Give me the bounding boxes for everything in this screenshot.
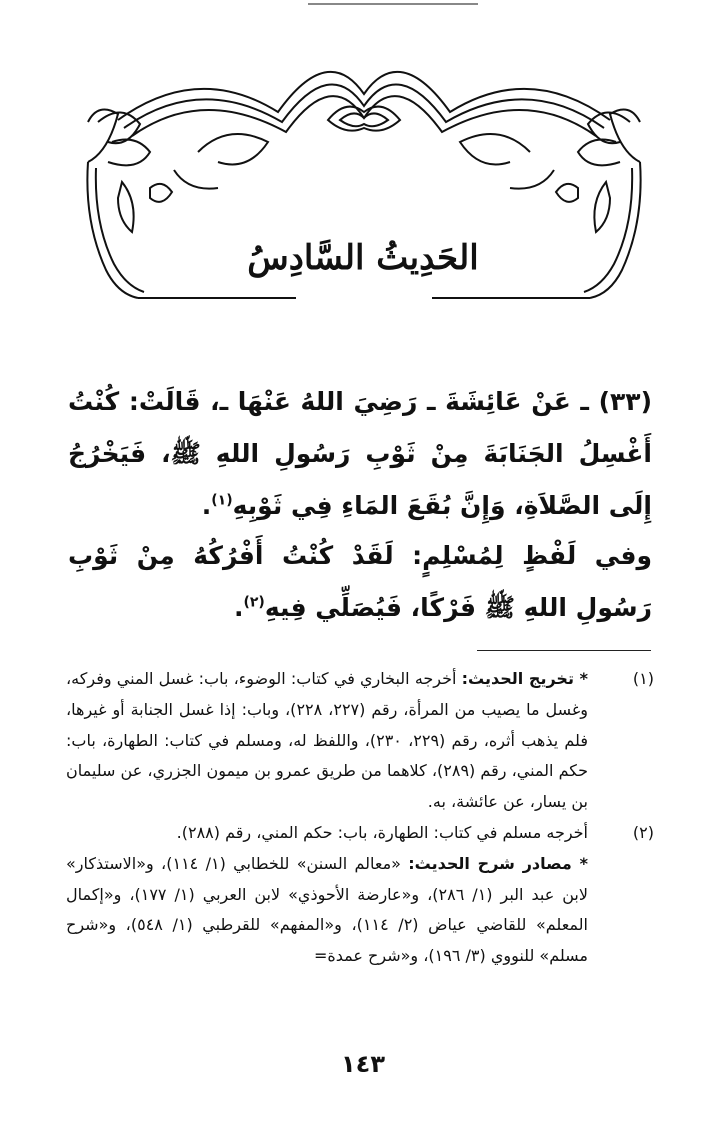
hadith-main-text: (٣٣) ـ عَنْ عَائِشَةَ ـ رَضِيَ اللهُ عَنْهَا ـ، قَالَتْ: كُنْتُ أَغْسِلُ الجَنَابَةَ مِنْ ثَوْبِ رَسُولِ اللهِ ﷺ، فَيَخْرُجُ إِلَى الصَّلاَةِ، وَإِنَّ بُقَعَ المَاءِ فِي ثَوْبِهِ — [68, 387, 652, 520]
footnote-text: أخرجه مسلم في كتاب: الطهارة، باب: حكم المني، رقم (٢٨٨). — [176, 822, 588, 842]
footnote-number: (١) — [632, 669, 654, 688]
footnote-separator — [477, 650, 651, 651]
sources-block — [66, 849, 654, 972]
footnote-ref-1: (١) — [211, 492, 233, 509]
hadith-main-end: . — [201, 491, 212, 520]
hadith-text — [68, 376, 652, 532]
footnote-label: * تخريج الحديث: — [461, 669, 588, 688]
footnote-number: (٢) — [632, 822, 654, 842]
footnote-item — [66, 818, 654, 849]
hadith-variant-end: . — [233, 593, 244, 622]
footnote-ref-2: (٢) — [243, 594, 265, 611]
footnote-text: أخرجه البخاري في كتاب: الوضوء، باب: غسل المني وفركه، وغسل ما يصيب من المرأة، رقم (٢٢٧، ٢٢٨)، وباب: إذا غسل الجنابة أو غيرها، فلم يذهب أثره، رقم (٢٢٩، ٢٣٠)، واللفظ له، ومسلم في كتاب: الطهارة، باب: حكم المني، رقم (٢٨٩)، كلاهما من طريق عمرو بن ميمون الجزري، عن سليمان بن يسار، عن عائشة، به. — [66, 669, 589, 812]
sources-text: «معالم السنن» للخطابي (١/ ١١٤)، و«الاستذكار» لابن عبد البر (١/ ٢٨٦)، و«عارضة الأحوذي» لابن العربي (١/ ١٧٧)، و«إكمال المعلم» للقاضي عياض (٢/ ١١٤)، و«المفهم» للقرطبي (١/ ٥٤٨)، و«شرح مسلم» للنووي (٣/ ١٩٦)، و«شرح عمدة= — [66, 853, 589, 966]
chapter-title: الحَدِيثُ السَّادِسُ — [247, 238, 479, 278]
sources-label: * مصادر شرح الحديث: — [408, 853, 588, 873]
hadith-variant-text — [68, 530, 652, 634]
footnotes — [66, 664, 654, 972]
page-number: ١٤٣ — [341, 1050, 385, 1078]
hadith-variant-body: وفي لَفْظٍ لِمُسْلِمٍ: لَقَدْ كُنْتُ أَفْرُكُهُ مِنْ ثَوْبِ رَسُولِ اللهِ ﷺ فَرْكًا، فَيُصَلِّي فِيهِ — [68, 541, 652, 622]
footnote-item — [66, 664, 654, 818]
